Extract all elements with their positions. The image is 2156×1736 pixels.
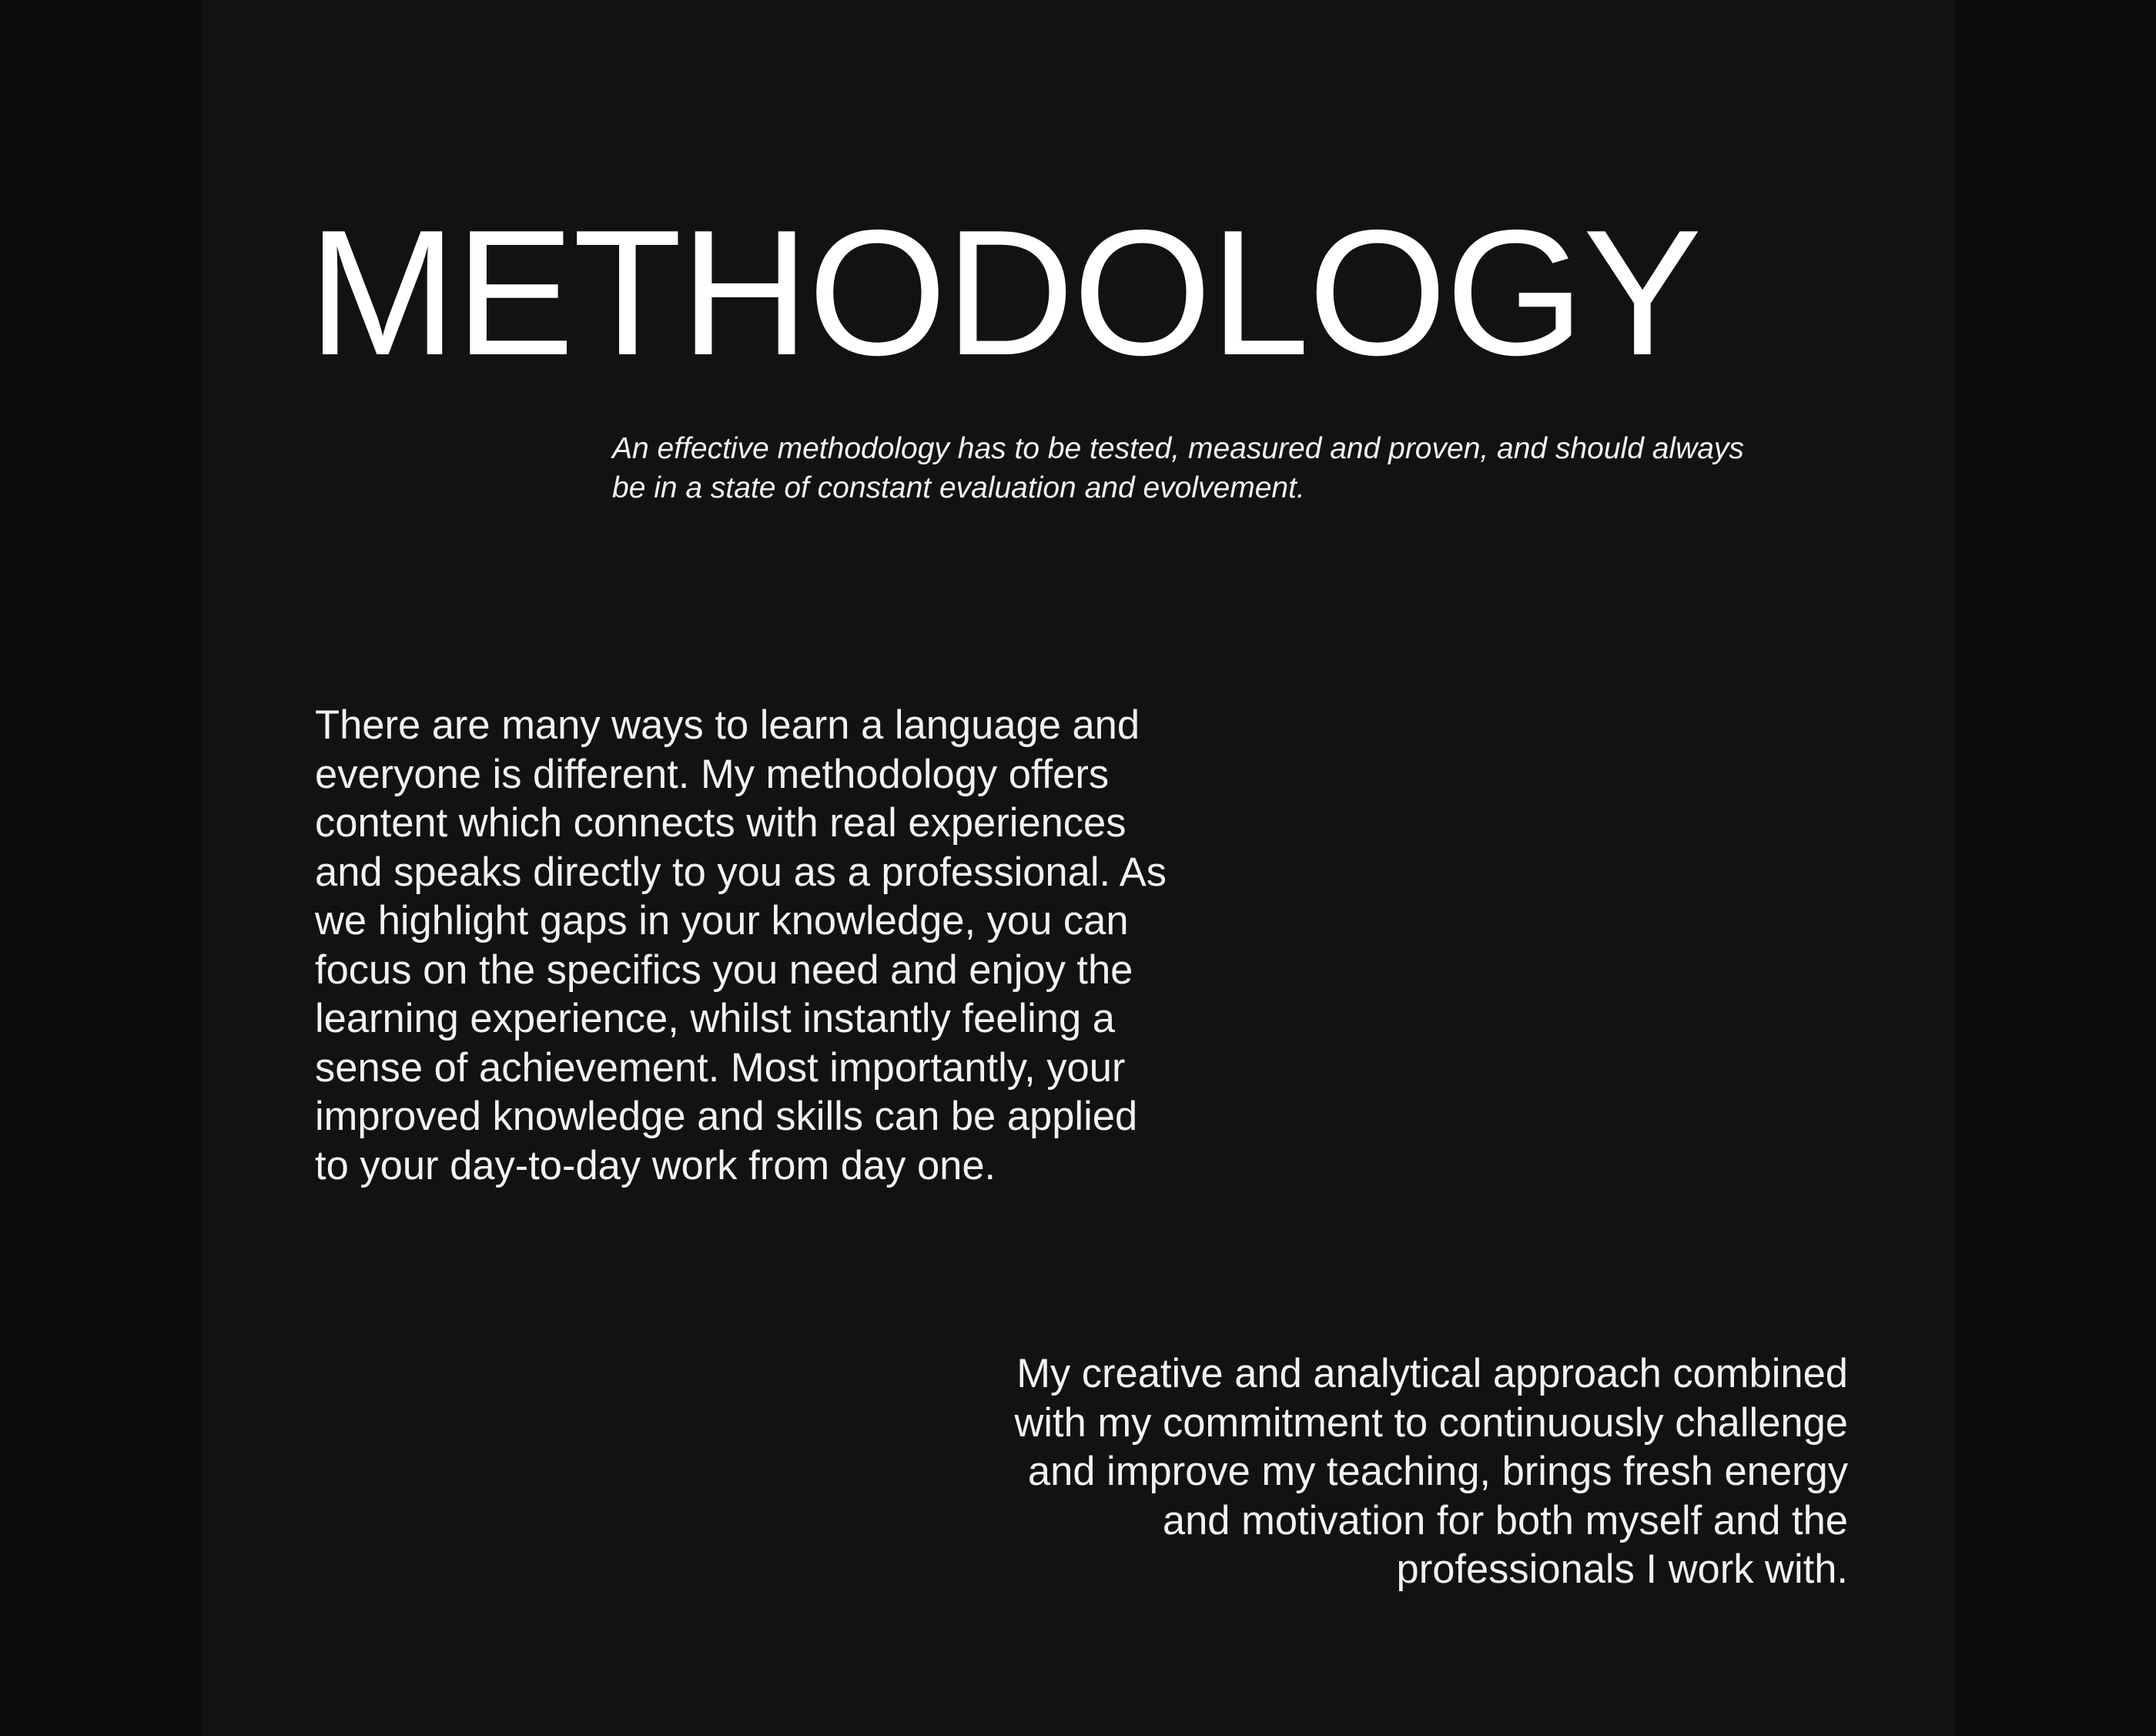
paragraph-line: sense of achievement. Most importantly, your [315, 1044, 1126, 1091]
paragraph-line: content which connects with real experiences [315, 800, 1127, 846]
paragraph-line: learning experience, whilst instantly feeling a [315, 996, 1115, 1041]
paragraph-line: focus on the specifics you need and enjoy the [315, 947, 1133, 993]
page-margin-right [1954, 0, 2156, 1736]
paragraph-line: and motivation for both myself and the [1162, 1497, 1848, 1543]
paragraph-line: and improve my teaching, brings fresh energy [1027, 1449, 1848, 1494]
paragraph-line: we highlight gaps in your knowledge, you can [315, 898, 1129, 943]
paragraph-line: professionals I work with. [1396, 1547, 1848, 1592]
paragraph-line: There are many ways to learn a language and [315, 702, 1140, 748]
tagline-line: be in a state of constant evaluation and evolvement. [612, 471, 1305, 504]
paragraph-line: and speaks directly to you as a professional. As [315, 849, 1167, 895]
methodology-tagline [612, 429, 1875, 508]
page-title: METHODOLOGY [308, 193, 1701, 393]
paragraph-line: My creative and analytical approach combined [1016, 1351, 1848, 1396]
paragraph-line: with my commitment to continuously challenge [1014, 1399, 1848, 1446]
methodology-paragraph-two [893, 1349, 1848, 1594]
paragraph-line: improved knowledge and skills can be applied [315, 1094, 1138, 1139]
tagline-line: An effective methodology has to be tested, measured and proven, and should always [612, 432, 1744, 465]
methodology-paragraph-one [315, 701, 1270, 1190]
paragraph-line: to your day-to-day work from day one. [315, 1142, 996, 1188]
page-margin-left [0, 0, 202, 1736]
paragraph-line: everyone is different. My methodology offers [315, 751, 1110, 797]
